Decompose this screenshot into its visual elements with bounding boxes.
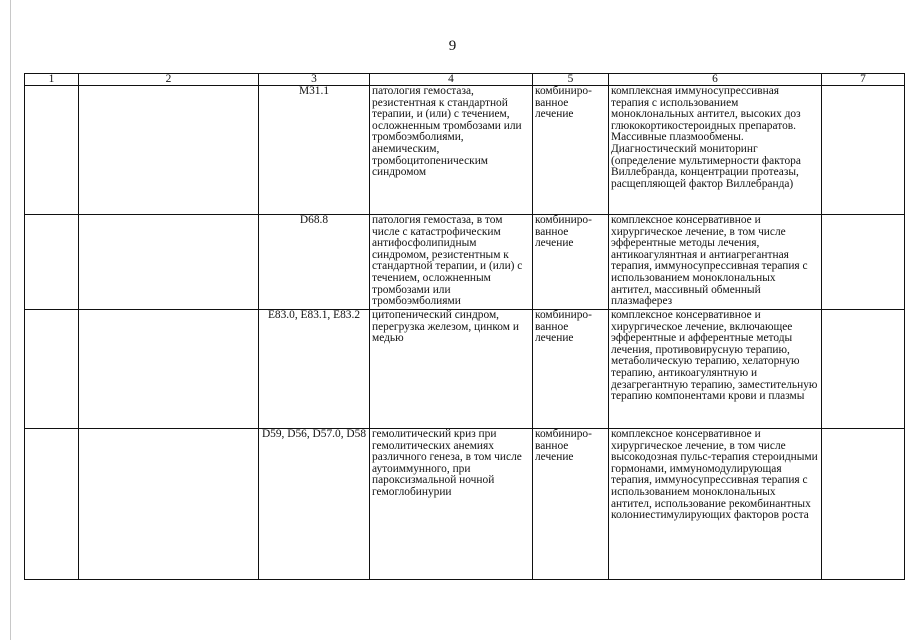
- cell-treatment-method: комплексная иммуносупрессивная терапия с использованием моноклональных антител, высоких доз глюкокортикостероидных препаратов. Массивные плазмообмены. Диагностический мониторинг (определение мультимерности фактора Виллебранда, концентрации протеазы, расщепляющей фактор Виллебранда): [609, 86, 822, 215]
- cell-diagnosis-code: D68.8: [259, 215, 370, 310]
- cell-col2: [79, 86, 259, 215]
- treatment-table: [24, 73, 905, 580]
- cell-diagnosis-code: E83.0, E83.1, E83.2: [259, 310, 370, 429]
- cell-condition: гемолитический криз при гемолитических анемиях различного генеза, в том числе аутоиммунного, при пароксизмальной ночной гемоглобинурии: [370, 429, 533, 580]
- cell-condition: цитопенический синдром, перегрузка железом, цинком и медью: [370, 310, 533, 429]
- cell-col2: [79, 310, 259, 429]
- cell-col1: [25, 86, 79, 215]
- table-row: [25, 86, 905, 215]
- table-header-row: [25, 74, 905, 86]
- column-header-4: 4: [370, 74, 533, 86]
- cell-treatment-type: комбиниро-ванное лечение: [533, 310, 609, 429]
- cell-treatment-type: комбиниро-ванное лечение: [533, 86, 609, 215]
- cell-col7: [822, 215, 905, 310]
- column-header-7: 7: [822, 74, 905, 86]
- column-header-5: 5: [533, 74, 609, 86]
- cell-treatment-type: комбиниро-ванное лечение: [533, 215, 609, 310]
- page-number: 9: [448, 38, 457, 54]
- cell-col7: [822, 86, 905, 215]
- cell-treatment-method: комплексное консервативное и хирургическое лечение, в том числе высокодозная пульс-терапия стероидными гормонами, иммуномодулирующая терапия, иммуносупрессивная терапия с использованием моноклональных антител, использование рекомбинантных колониестимулирующих факторов роста: [609, 429, 822, 580]
- column-header-1: 1: [25, 74, 79, 86]
- cell-condition: патология гемостаза, резистентная к стандартной терапии, и (или) с течением, осложненным тромбозами или тромбоэмболиями, анемическим, тромбоцитопеническим синдромом: [370, 86, 533, 215]
- cell-condition: патология гемостаза, в том числе с катастрофическим антифосфолипидным синдромом, резистентным к стандартной терапии, и (или) с течением, осложненным тромбозами или тромбоэмболиями: [370, 215, 533, 310]
- cell-col2: [79, 215, 259, 310]
- table-row: [25, 215, 905, 310]
- cell-col2: [79, 429, 259, 580]
- column-header-2: 2: [79, 74, 259, 86]
- cell-col1: [25, 215, 79, 310]
- cell-diagnosis-code: M31.1: [259, 86, 370, 215]
- cell-col1: [25, 310, 79, 429]
- page-edge-line: [10, 0, 11, 640]
- cell-col1: [25, 429, 79, 580]
- table-row: [25, 310, 905, 429]
- column-header-3: 3: [259, 74, 370, 86]
- cell-diagnosis-code: D59, D56, D57.0, D58: [259, 429, 370, 580]
- cell-treatment-method: комплексное консервативное и хирургическое лечение, в том числе эфферентные методы лечения, антикоагулянтная и антиагрегантная терапия, иммуносупрессивная терапия с использованием моноклональных антител, массивный обменный плазмаферез: [609, 215, 822, 310]
- cell-col7: [822, 429, 905, 580]
- column-header-6: 6: [609, 74, 822, 86]
- cell-col7: [822, 310, 905, 429]
- cell-treatment-type: комбиниро-ванное лечение: [533, 429, 609, 580]
- table-row: [25, 429, 905, 580]
- cell-treatment-method: комплексное консервативное и хирургическое лечение, включающее эфферентные и афферентные методы лечения, противовирусную терапию, метаболическую терапию, хелаторную терапию, антикоагулянтную и дезагрегантную терапию, заместительную терапию компонентами крови и плазмы: [609, 310, 822, 429]
